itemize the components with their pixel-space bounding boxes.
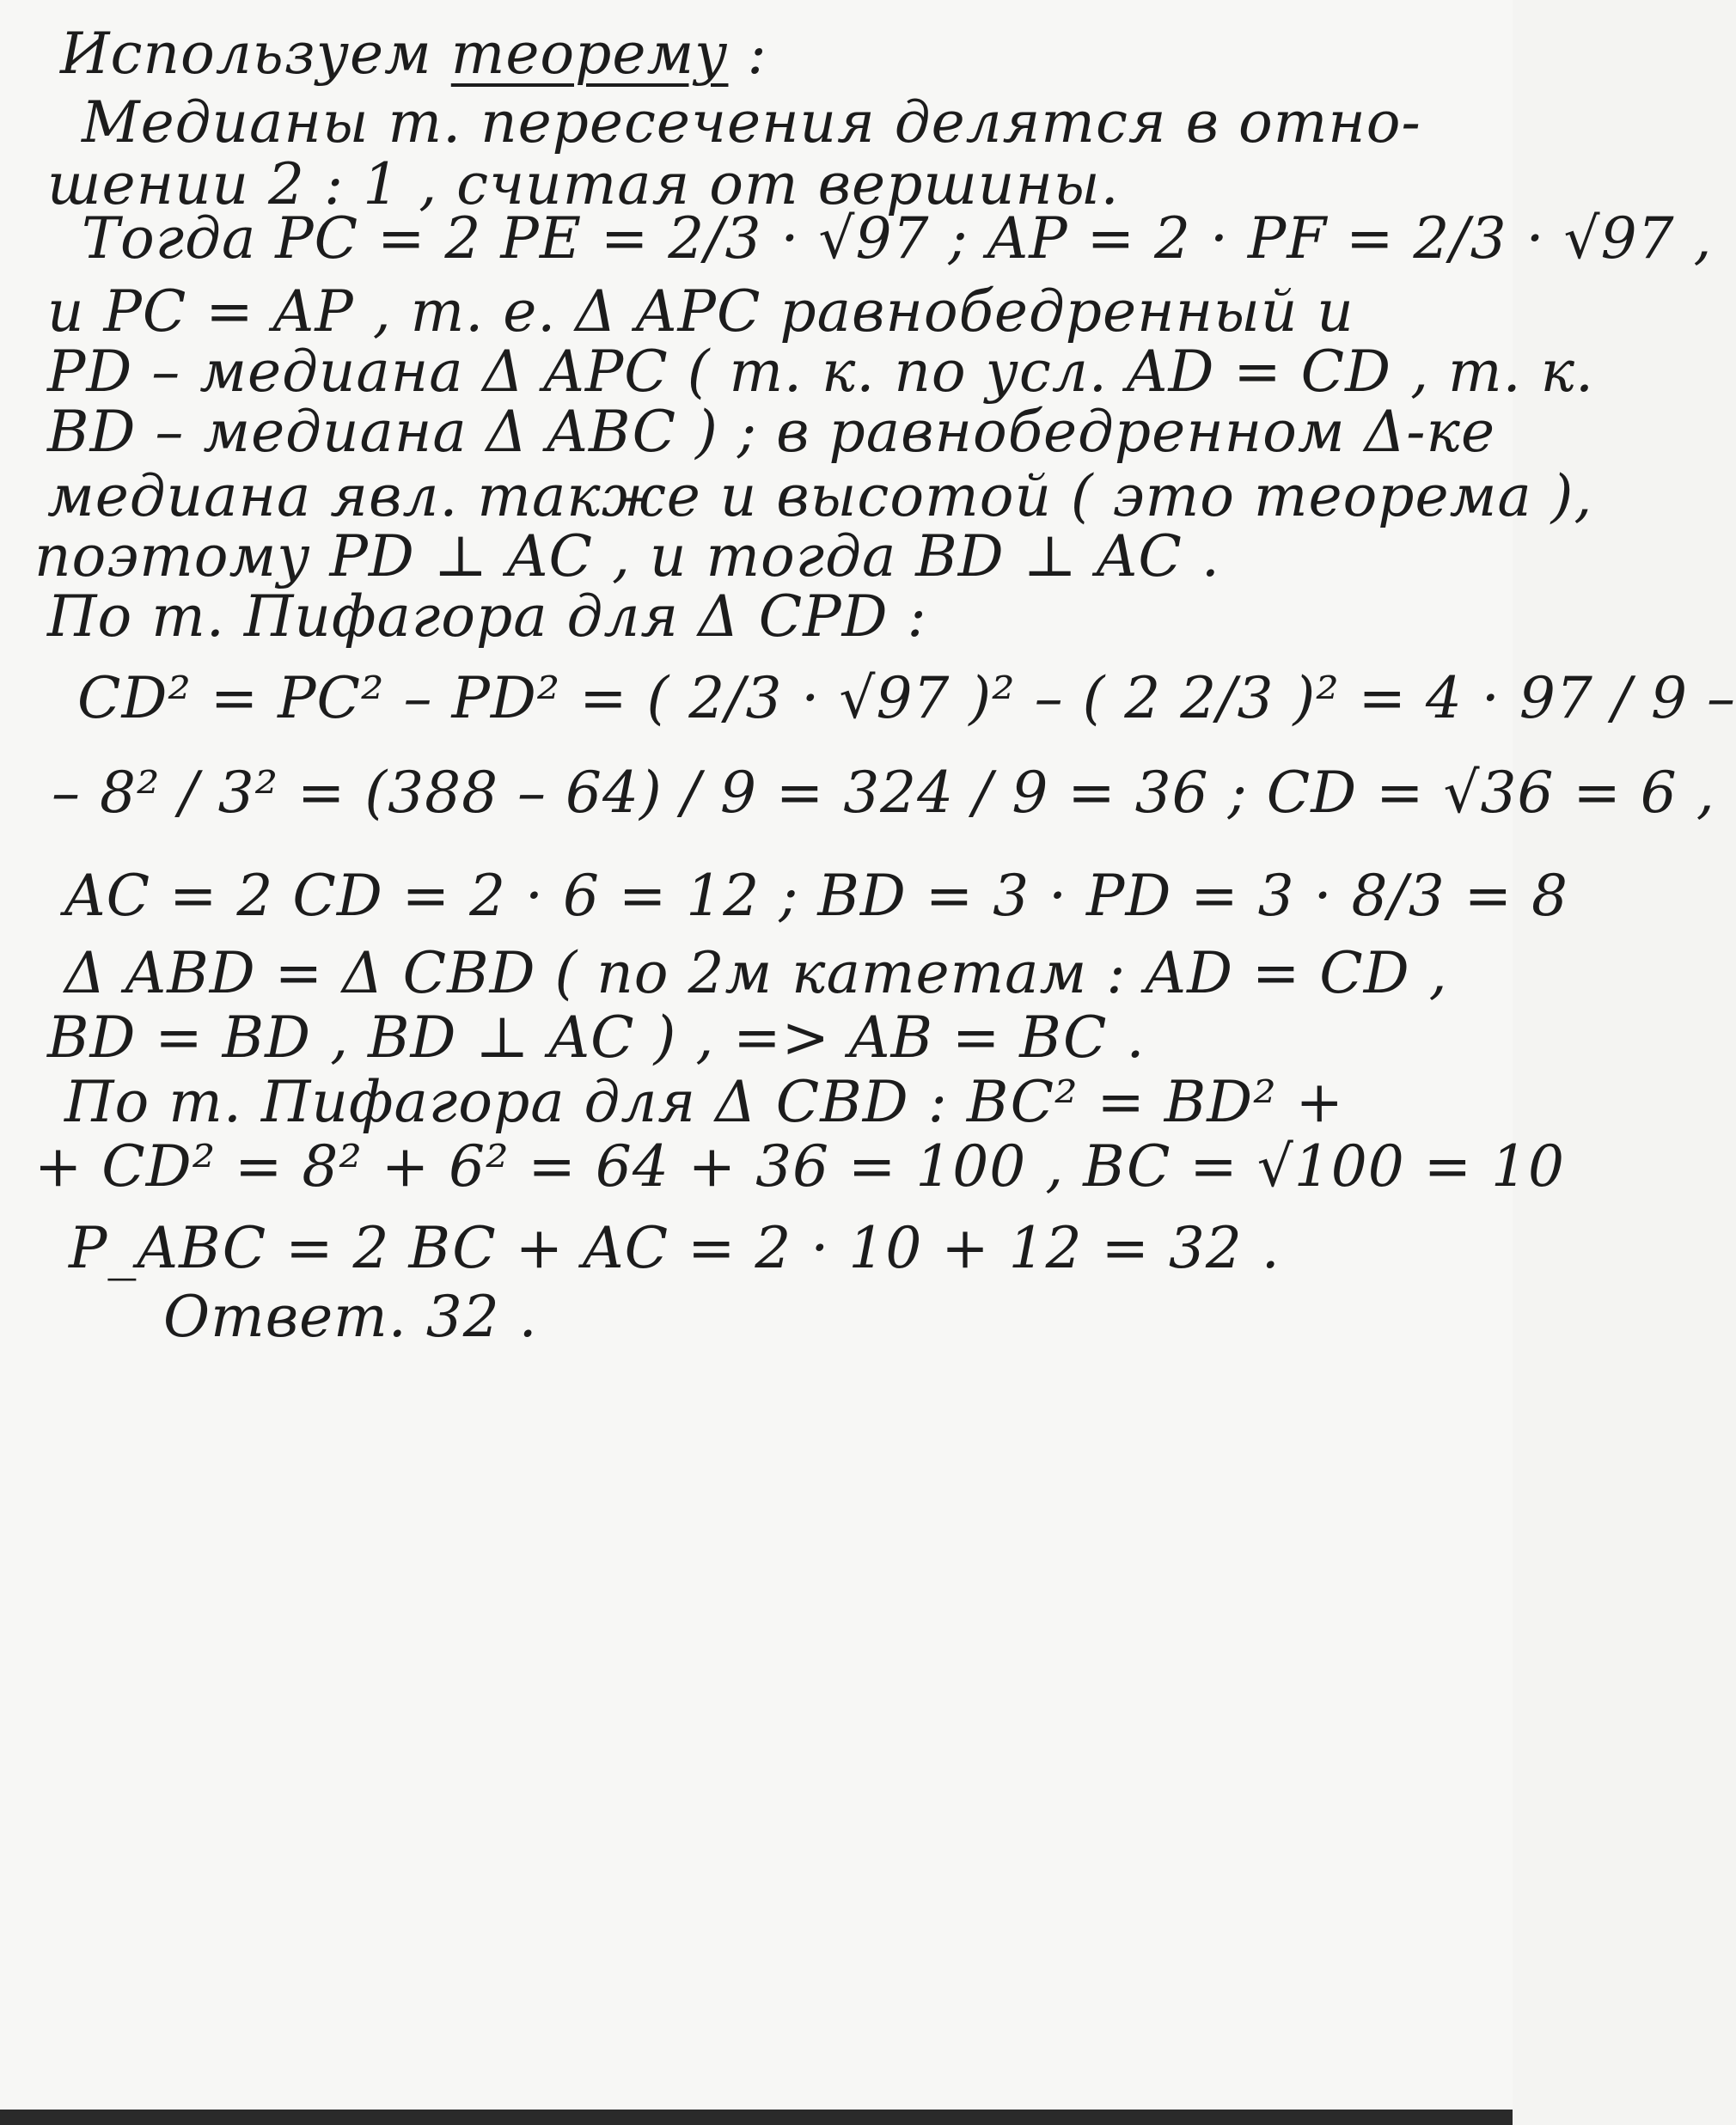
text-line-5: и PC = AP , т. е. Δ APC равнобедренный и: [47, 278, 1354, 345]
text-line-3: шении 2 : 1 , считая от вершины.: [47, 151, 1120, 217]
text-line-6: PD – медиана Δ APC ( т. к. по усл. AD = CD , т. к.: [47, 339, 1594, 405]
page-edge: [0, 2110, 1513, 2125]
text-line-7: BD – медиана Δ ABC ) ; в равнобедренном Δ-ке: [47, 399, 1496, 465]
text-line-13: AC = 2 CD = 2 · 6 = 12 ; BD = 3 · PD = 3 · 8/3 = 8: [64, 863, 1569, 929]
text-line-16: По т. Пифагора для Δ CBD : BC² = BD² +: [64, 1069, 1344, 1135]
text-line-11: CD² = PC² – PD² = ( 2/3 · √97 )² – ( 2 2/3 )² = 4 · 97 / 9 –: [77, 665, 1736, 731]
heading-colon: :: [747, 21, 767, 87]
text-line-14: Δ ABD = Δ CBD ( по 2м катетам : AD = CD ,: [64, 940, 1448, 1006]
answer-line: Ответ. 32 .: [163, 1284, 538, 1350]
text-line-4: Тогда PC = 2 PE = 2/3 · √97 ; AP = 2 · PF = 2/3 · √97 ,: [82, 205, 1713, 272]
text-line-10: По т. Пифагора для Δ CPD :: [47, 583, 927, 650]
text-line-17: + CD² = 8² + 6² = 64 + 36 = 100 , BC = √100 = 10: [34, 1133, 1565, 1200]
text-line-2: Медианы т. пересечения делятся в отно-: [82, 89, 1421, 156]
heading-word: Используем: [60, 21, 432, 87]
text-line-15: BD = BD , BD ⊥ AC ) , => AB = BC .: [47, 1004, 1146, 1071]
heading-line: [60, 21, 767, 87]
text-line-9: поэтому PD ⊥ AC , и тогда BD ⊥ AC .: [34, 523, 1220, 589]
text-line-18: P_ABC = 2 BC + AC = 2 · 10 + 12 = 32 .: [69, 1215, 1281, 1281]
text-line-12: – 8² / 3² = (388 – 64) / 9 = 324 / 9 = 36 ; CD = √36 = 6 ,: [52, 760, 1715, 826]
heading-underlined-word: теорему: [450, 21, 729, 87]
text-line-8: медиана явл. также и высотой ( это теорема ),: [47, 463, 1593, 529]
